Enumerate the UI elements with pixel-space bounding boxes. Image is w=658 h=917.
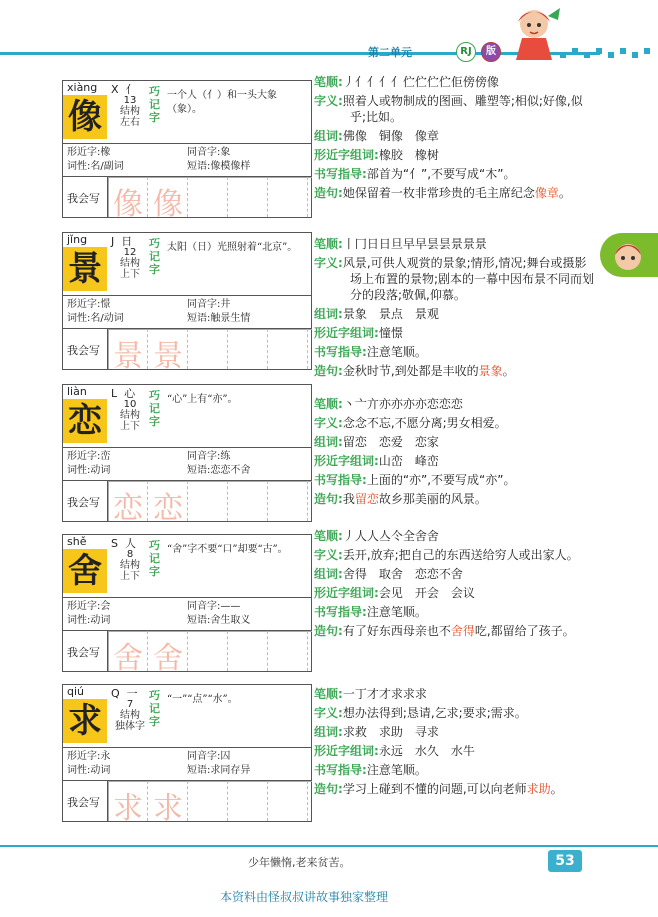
card-info (63, 296, 311, 329)
phrase: 短语:求同存异 (187, 765, 251, 776)
sentence-label: 造句: (314, 624, 343, 638)
meaning-label: 字义: (314, 706, 343, 720)
sentence-label: 造句: (314, 186, 343, 200)
practice-cell[interactable] (107, 329, 148, 369)
sentence-line (314, 363, 596, 379)
char-card (62, 534, 312, 676)
stroke-count: 13 (123, 95, 137, 106)
similar-words: 永远 水久 水牛 (378, 744, 475, 758)
part-of-speech: 词性:名/副词 (67, 161, 124, 172)
memory-tip: “心”上有“亦”。 (167, 394, 238, 405)
footer-motto: 少年懒惰,老来贫苦。 (248, 856, 351, 869)
words-label: 组词: (314, 567, 343, 581)
writing-guide-label: 书写指导: (314, 167, 367, 181)
practice-cell[interactable] (147, 329, 188, 369)
similar-char: 形近字:峦 (67, 451, 111, 462)
char-detail (314, 236, 596, 382)
structure-label: 结构 (120, 106, 140, 117)
sentence-pre: 我 (342, 492, 355, 506)
stroke-count: 12 (123, 247, 137, 258)
meaning-label: 字义: (314, 416, 343, 430)
sentence-pre: 有了好东西母亲也不 (342, 624, 451, 638)
big-character: 舍 (63, 549, 107, 593)
pinyin: qiú (67, 685, 85, 698)
stroke-order: 一丁才才求求求 (342, 687, 427, 701)
char-meta (113, 247, 147, 280)
char-detail (314, 74, 596, 204)
sentence-line (314, 781, 596, 797)
initial: Q (111, 687, 120, 700)
similar-words-label: 形近字组词: (314, 326, 379, 340)
memory-tip-label: 巧记字 (149, 85, 160, 124)
practice-cell[interactable] (107, 631, 148, 671)
practice-cell[interactable] (107, 481, 148, 521)
sentence-post: 。 (502, 364, 515, 378)
stroke-count: 10 (123, 399, 137, 410)
words-label: 组词: (314, 129, 343, 143)
writing-guide-label: 书写指导: (314, 605, 367, 619)
practice-cell[interactable] (107, 781, 148, 821)
writing-practice (63, 177, 311, 222)
part-of-speech: 词性:名/动词 (67, 313, 124, 324)
card-top (63, 233, 311, 296)
words-line (314, 128, 596, 144)
similar-char: 形近字:憬 (67, 299, 111, 310)
similar-words-line (314, 147, 596, 163)
sentence-pre: 金秋时节,到处都是丰收的 (342, 364, 479, 378)
words: 留恋 恋爱 恋家 (342, 435, 439, 449)
stroke-order-line (314, 74, 596, 90)
trace-character: 恋 (153, 491, 183, 526)
words-label: 组词: (314, 725, 343, 739)
words: 求救 求助 寻求 (342, 725, 439, 739)
sentence-line (314, 623, 596, 639)
words-label: 组词: (314, 307, 343, 321)
homophone: 同音字:象 (187, 147, 231, 158)
trace-character: 求 (153, 791, 183, 826)
structure-type: 上下 (120, 421, 140, 432)
practice-cell[interactable] (187, 481, 228, 521)
structure-type: 上下 (120, 571, 140, 582)
similar-words-label: 形近字组词: (314, 744, 379, 758)
practice-cell[interactable] (147, 631, 188, 671)
sentence-post: 吃,都留给了孩子。 (474, 624, 575, 638)
char-card (62, 384, 312, 526)
pinyin: jǐng (67, 233, 88, 246)
practice-cell[interactable] (147, 781, 188, 821)
pinyin: shě (67, 535, 87, 548)
part-of-speech: 词性:动词 (67, 765, 111, 776)
structure-label: 结构 (120, 710, 140, 721)
meaning-line (314, 93, 596, 125)
words-line (314, 306, 596, 322)
stroke-order-label: 笔顺: (314, 397, 343, 411)
writing-guide-line (314, 472, 596, 488)
char-card (62, 232, 312, 374)
homophone: 同音字:囚 (187, 751, 231, 762)
unit-label: 第二单元 (368, 46, 412, 59)
writing-guide-line (314, 604, 596, 620)
structure-type: 左右 (120, 117, 140, 128)
memory-tip: 太阳（日）光照射着“北京”。 (167, 242, 298, 253)
initial: L (111, 387, 118, 400)
memory-tip-label: 巧记字 (149, 389, 160, 428)
words-line (314, 434, 596, 450)
sentence-line (314, 491, 596, 507)
structure-type: 独体字 (115, 721, 145, 732)
stroke-order-label: 笔顺: (314, 75, 343, 89)
practice-cell[interactable] (267, 329, 308, 369)
card-top (63, 81, 311, 144)
pinyin: xiàng (67, 81, 98, 94)
card-top (63, 685, 311, 748)
phrase: 短语:舍生取义 (187, 615, 251, 626)
writing-guide: 注意笔顺。 (366, 605, 427, 619)
radical: 一 (126, 687, 138, 700)
similar-words-label: 形近字组词: (314, 148, 379, 162)
writing-guide: 上面的“亦”,不要写成“亦”。 (366, 473, 516, 487)
similar-words: 会见 开会 会议 (378, 586, 475, 600)
writing-guide-line (314, 762, 596, 778)
char-card (62, 80, 312, 222)
memory-tip: “一”“点”“水”。 (167, 694, 238, 705)
write-label: 我会写 (67, 192, 100, 205)
writing-practice (63, 329, 311, 374)
char-meta (113, 95, 147, 128)
meaning-label: 字义: (314, 256, 343, 270)
page-number: 53 (548, 850, 582, 872)
card-info (63, 448, 311, 481)
similar-char: 形近字:永 (67, 751, 111, 762)
meaning-line (314, 415, 596, 431)
practice-cell[interactable] (147, 177, 188, 217)
meaning: 风景,可供人观赏的景象;情形,情况;舞台或摄影场上布置的景物;剧本的一幕中因布景不同而划分的段落;敬佩,仰慕。 (342, 256, 595, 302)
practice-cell[interactable] (267, 781, 308, 821)
card-top (63, 535, 311, 598)
write-label: 我会写 (67, 496, 100, 509)
card-info (63, 748, 311, 781)
practice-cell[interactable] (227, 177, 268, 217)
words-label: 组词: (314, 435, 343, 449)
similar-words: 憧憬 (378, 326, 403, 340)
structure-label: 结构 (120, 560, 140, 571)
checker-pattern-icon (560, 46, 658, 60)
big-character: 景 (63, 247, 107, 291)
similar-char: 形近字:会 (67, 601, 111, 612)
words: 景象 景点 景观 (342, 307, 439, 321)
writing-practice (63, 631, 311, 676)
write-label: 我会写 (67, 646, 100, 659)
words: 舍得 取舍 恋恋不舍 (342, 567, 463, 581)
writing-practice (63, 781, 311, 826)
trace-character: 舍 (153, 641, 183, 676)
phrase: 短语:像模像样 (187, 161, 251, 172)
meaning-label: 字义: (314, 548, 343, 562)
sentence-pre: 她保留着一枚非常珍贵的毛主席纪念 (342, 186, 535, 200)
meaning-line (314, 255, 596, 303)
writing-guide-label: 书写指导: (314, 473, 367, 487)
sentence-highlight: 景象 (478, 364, 503, 378)
char-meta (113, 699, 147, 732)
trace-character: 求 (113, 791, 143, 826)
stroke-order: 丿亻亻亻亻伫伫伫伫佢傍傍像 (342, 75, 499, 89)
meaning: 丢开,放弃;把自己的东西送给穷人或出家人。 (342, 548, 579, 562)
practice-cell[interactable] (227, 631, 268, 671)
practice-cell[interactable] (267, 631, 308, 671)
trace-character: 景 (153, 339, 183, 374)
trace-character: 像 (153, 187, 183, 222)
write-label: 我会写 (67, 796, 100, 809)
stroke-order-label: 笔顺: (314, 529, 343, 543)
meaning: 念念不忘,不愿分离;男女相爱。 (342, 416, 507, 430)
sentence-post: 。 (550, 782, 563, 796)
writing-practice (63, 481, 311, 526)
stroke-order: 丨冂日日旦早早昙昙景景景 (342, 237, 487, 251)
char-card (62, 684, 312, 826)
similar-words-line (314, 585, 596, 601)
similar-words-line (314, 453, 596, 469)
radical: 亻 (125, 83, 137, 96)
phrase: 短语:恋恋不舍 (187, 465, 251, 476)
char-meta (113, 549, 147, 582)
card-info (63, 144, 311, 177)
memory-tip-label: 巧记字 (149, 539, 160, 578)
sentence-pre: 学习上碰到不懂的问题,可以向老师 (342, 782, 527, 796)
card-top (63, 385, 311, 448)
stroke-count: 7 (126, 699, 134, 710)
writing-guide: 注意笔顺。 (366, 345, 427, 359)
writing-guide-label: 书写指导: (314, 345, 367, 359)
writing-guide: 注意笔顺。 (366, 763, 427, 777)
sentence-label: 造句: (314, 492, 343, 506)
rj-badge: RJ (456, 42, 476, 62)
phrase: 短语:触景生情 (187, 313, 251, 324)
memory-tip: “舍”字不要“口”却要“古”。 (167, 544, 288, 555)
card-info (63, 598, 311, 631)
similar-words-line (314, 743, 596, 759)
sentence-post: 故乡那美丽的风景。 (378, 492, 487, 506)
stroke-order-line (314, 396, 596, 412)
initial: X (111, 83, 119, 96)
stroke-order-line (314, 236, 596, 252)
similar-words-label: 形近字组词: (314, 586, 379, 600)
homophone: 同音字:练 (187, 451, 231, 462)
memory-tip: 一个人（亻）和一头大象（象）。 (167, 90, 277, 115)
radical: 人 (124, 537, 136, 550)
char-detail (314, 396, 596, 510)
big-character: 求 (63, 699, 107, 743)
trace-character: 恋 (113, 491, 143, 526)
sentence-highlight: 留恋 (354, 492, 379, 506)
write-label: 我会写 (67, 344, 100, 357)
practice-cell[interactable] (107, 177, 148, 217)
similar-words: 橡胶 橡树 (378, 148, 439, 162)
practice-cell[interactable] (187, 781, 228, 821)
structure-label: 结构 (120, 258, 140, 269)
homophone: 同音字:—— (187, 601, 241, 612)
char-detail (314, 686, 596, 800)
sentence-post: 。 (558, 186, 571, 200)
credit-text: 本资料由怪叔叔讲故事独家整理 (220, 890, 389, 904)
practice-cell[interactable] (267, 177, 308, 217)
words: 佛像 铜像 像章 (342, 129, 439, 143)
structure-type: 上下 (120, 269, 140, 280)
initial: J (111, 235, 115, 248)
meaning-line (314, 705, 596, 721)
stroke-order: 丶亠亣亦亦亦亦恋恋恋 (342, 397, 463, 411)
memory-tip-label: 巧记字 (149, 689, 160, 728)
practice-cell[interactable] (187, 177, 228, 217)
similar-words-line (314, 325, 596, 341)
mascot-face-icon (608, 235, 648, 275)
writing-guide-line (314, 344, 596, 360)
stroke-count: 8 (126, 549, 134, 560)
edition-badge: 版 (481, 42, 501, 62)
stroke-order-label: 笔顺: (314, 237, 343, 251)
practice-cell[interactable] (227, 329, 268, 369)
sentence-label: 造句: (314, 782, 343, 796)
initial: S (111, 537, 118, 550)
trace-character: 像 (113, 187, 143, 222)
char-meta (113, 399, 147, 432)
practice-cell[interactable] (147, 481, 188, 521)
part-of-speech: 词性:动词 (67, 465, 111, 476)
practice-cell[interactable] (187, 631, 228, 671)
big-character: 像 (63, 95, 107, 139)
girl-mascot-icon (508, 2, 564, 62)
similar-words-label: 形近字组词: (314, 454, 379, 468)
stroke-order: 丿人人亼仒全舍舍 (342, 529, 439, 543)
sentence-highlight: 求助 (526, 782, 551, 796)
structure-label: 结构 (120, 410, 140, 421)
stroke-order-line (314, 528, 596, 544)
stroke-order-label: 笔顺: (314, 687, 343, 701)
pinyin: liàn (67, 385, 87, 398)
memory-tip-label: 巧记字 (149, 237, 160, 276)
practice-cell[interactable] (227, 781, 268, 821)
char-detail (314, 528, 596, 642)
writing-guide-label: 书写指导: (314, 763, 367, 777)
practice-cell[interactable] (187, 329, 228, 369)
trace-character: 景 (113, 339, 143, 374)
meaning: 想办法得到;恳请,乞求;要求;需求。 (342, 706, 527, 720)
radical: 心 (124, 387, 136, 400)
sentence-label: 造句: (314, 364, 343, 378)
writing-guide: 部首为“亻”,不要写成“木”。 (366, 167, 516, 181)
big-character: 恋 (63, 399, 107, 443)
homophone: 同音字:井 (187, 299, 231, 310)
practice-cell[interactable] (267, 481, 308, 521)
sentence-line (314, 185, 596, 201)
side-tab (600, 233, 658, 277)
similar-words: 山峦 峰峦 (378, 454, 439, 468)
writing-guide-line (314, 166, 596, 182)
footer-divider (0, 845, 658, 847)
practice-cell[interactable] (227, 481, 268, 521)
sentence-highlight: 像章 (534, 186, 559, 200)
meaning-label: 字义: (314, 94, 343, 108)
sentence-highlight: 舍得 (450, 624, 475, 638)
words-line (314, 724, 596, 740)
meaning-line (314, 547, 596, 563)
radical: 日 (121, 235, 133, 248)
meaning: 照着人或物制成的图画、雕塑等;相似;好像,似乎;比如。 (342, 94, 583, 124)
similar-char: 形近字:橡 (67, 147, 111, 158)
words-line (314, 566, 596, 582)
part-of-speech: 词性:动词 (67, 615, 111, 626)
trace-character: 舍 (113, 641, 143, 676)
stroke-order-line (314, 686, 596, 702)
